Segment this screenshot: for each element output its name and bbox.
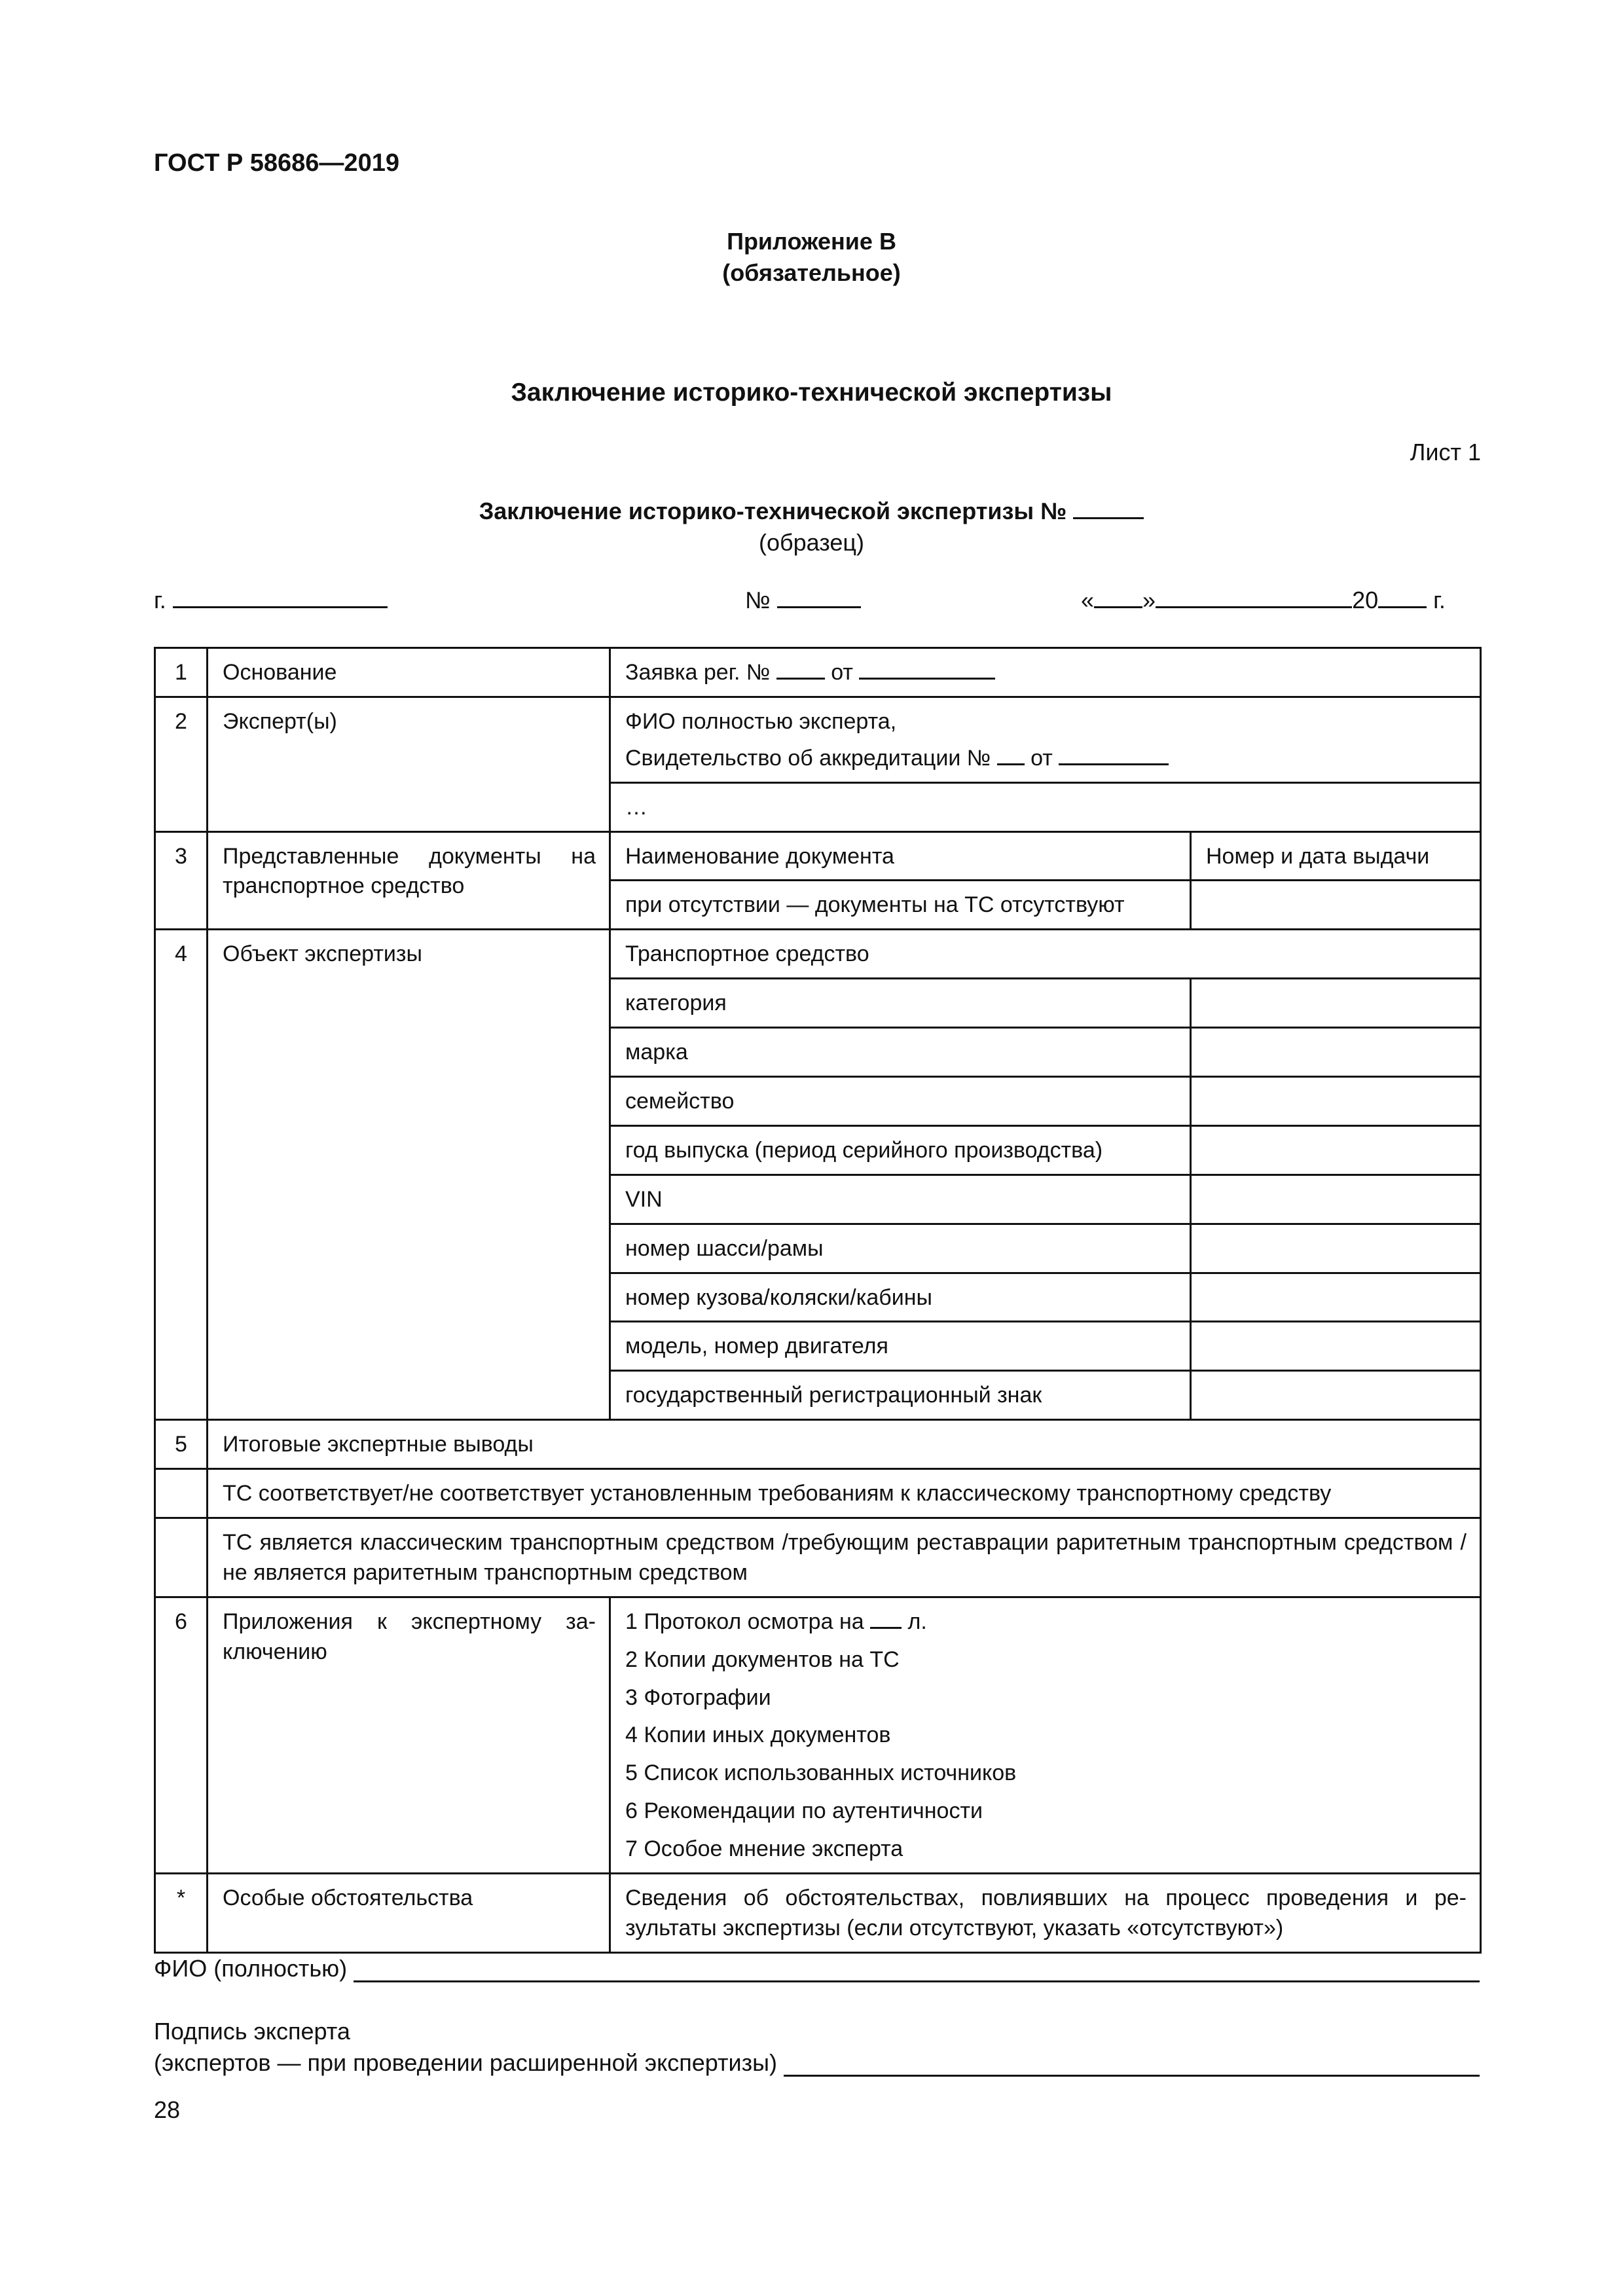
row-label: Итоговые экспертные выводы: [208, 1420, 1481, 1469]
table-row-special-circumstances: [155, 1874, 1481, 1953]
vehicle-attribute-value[interactable]: [1191, 1175, 1481, 1224]
date-open-quote: «: [1081, 587, 1095, 613]
attachment-item: 4 Копии иных документов: [625, 1722, 891, 1748]
application-prefix: Заявка рег. №: [625, 660, 771, 685]
application-from: от: [831, 660, 853, 685]
vehicle-attribute-label: категория: [610, 979, 1191, 1028]
vehicle-attribute-value[interactable]: [1191, 1273, 1481, 1322]
special-circumstances-text: Сведения об обстоятельствах, повлиявших на процесс проведения и ре-зультаты экспертизы (если отсутствуют, указать «отсутствуют»): [610, 1874, 1481, 1953]
table-row-basis: [155, 648, 1481, 697]
protocol-pages-field[interactable]: [870, 1627, 902, 1629]
number-field[interactable]: [777, 606, 861, 608]
accreditation-from: от: [1030, 745, 1053, 771]
row-number: 5: [155, 1420, 208, 1469]
place-field[interactable]: [173, 606, 388, 608]
expert-ellipsis: …: [610, 782, 1481, 831]
form-title-text: Заключение историко-технической экспертизы №: [479, 498, 1067, 524]
place-line: [154, 587, 388, 614]
date-year-prefix: 20: [1352, 587, 1379, 613]
vehicle-attribute-label: семейство: [610, 1077, 1191, 1126]
row-number: 2: [155, 697, 208, 831]
row-number: 3: [155, 831, 208, 930]
attachment-item: 5 Список использованных источников: [625, 1760, 1017, 1786]
table-row-conclusion-2: [155, 1518, 1481, 1597]
date-line: [1081, 587, 1446, 614]
vehicle-attribute-value[interactable]: [1191, 1224, 1481, 1273]
fio-line: [154, 1955, 1480, 1982]
date-year-field[interactable]: [1378, 606, 1427, 608]
attachment-item-suffix: л.: [907, 1609, 927, 1634]
conclusion-text: ТС является классическим транспортным средством /требующим реставрации раритетным транспортным средством / не является раритетным транспортным средством: [208, 1518, 1481, 1597]
attachment-item: 6 Рекомендации по аутентичности: [625, 1798, 983, 1824]
vehicle-attribute-value[interactable]: [1191, 1028, 1481, 1077]
attachment-item: 3 Фотографии: [625, 1685, 771, 1710]
table-row-documents: [155, 831, 1481, 881]
conclusion-text: ТС соответствует/не соответствует установленным требованиям к классическому транспортному средству: [208, 1469, 1481, 1518]
vehicle-attribute-label: VIN: [610, 1175, 1191, 1224]
table-row-conclusion-1: [155, 1469, 1481, 1518]
row-number: 1: [155, 648, 208, 697]
accreditation-date-field[interactable]: [1059, 763, 1169, 765]
vehicle-attribute-label: номер кузова/коляски/кабины: [610, 1273, 1191, 1322]
page-number: 28: [154, 2096, 181, 2123]
basis-value: [610, 648, 1481, 697]
annex-title: Приложение В: [727, 228, 896, 255]
vehicle-attribute-label: год выпуска (период серийного производства): [610, 1125, 1191, 1175]
table-row-attachments: [155, 1597, 1481, 1873]
empty-number-cell: [155, 1518, 208, 1597]
vehicle-header: Транспортное средство: [610, 930, 1481, 979]
row-number: *: [155, 1874, 208, 1953]
attachment-item: [625, 1607, 1467, 1637]
vehicle-attribute-value[interactable]: [1191, 979, 1481, 1028]
table-row-experts: [155, 697, 1481, 782]
signature-field[interactable]: [784, 2051, 1480, 2077]
vehicle-attribute-value[interactable]: [1191, 1371, 1481, 1420]
expert-details: [610, 697, 1481, 782]
document-title: Заключение историко-технической экспертизы: [511, 378, 1112, 407]
form-number-field[interactable]: [1073, 517, 1144, 519]
vehicle-attribute-label: марка: [610, 1028, 1191, 1077]
table-row-object: [155, 930, 1481, 979]
attachment-item: 2 Копии документов на ТС: [625, 1647, 900, 1672]
form-subtitle: (образец): [759, 529, 864, 556]
date-day-field[interactable]: [1094, 606, 1142, 608]
row-number: 4: [155, 930, 208, 1420]
row-label: Особые обстоятельства: [208, 1874, 610, 1953]
application-number-field[interactable]: [776, 678, 825, 680]
row-number: 6: [155, 1597, 208, 1873]
fio-field[interactable]: [354, 1957, 1480, 1982]
vehicle-attribute-value[interactable]: [1191, 1322, 1481, 1371]
accreditation-prefix: Свидетельство об аккредитации №: [625, 745, 991, 771]
expert-name-line: ФИО полностью эксперта,: [625, 708, 897, 734]
application-date-field[interactable]: [859, 678, 995, 680]
signature-note: (экспертов — при проведении расширенной экспертизы): [154, 2049, 777, 2076]
vehicle-attribute-label: номер шасси/рамы: [610, 1224, 1191, 1273]
row-label: Приложения к экспертному за-ключению: [208, 1597, 610, 1873]
row-label: Представленные документы на транспортное средство: [208, 831, 610, 930]
table-row-conclusions: [155, 1420, 1481, 1469]
documents-absent-note: при отсутствии — документы на ТС отсутствуют: [610, 881, 1191, 930]
document-date-cell[interactable]: [1191, 881, 1481, 930]
number-line: [745, 587, 861, 614]
attachments-list: [610, 1597, 1481, 1873]
signature-line: [154, 2049, 1480, 2077]
document-date-header: Номер и дата выдачи: [1191, 831, 1481, 881]
standard-code: ГОСТ Р 58686—2019: [154, 149, 399, 177]
document-name-header: Наименование документа: [610, 831, 1191, 881]
vehicle-attribute-label: модель, номер двигателя: [610, 1322, 1191, 1371]
date-close-quote: »: [1142, 587, 1156, 613]
date-year-suffix: г.: [1433, 587, 1446, 613]
vehicle-attribute-value[interactable]: [1191, 1125, 1481, 1175]
row-label: Эксперт(ы): [208, 697, 610, 831]
attachment-item: 7 Особое мнение эксперта: [625, 1836, 903, 1862]
row-label: Основание: [208, 648, 610, 697]
accreditation-line: [625, 744, 1467, 774]
fio-label: ФИО (полностью): [154, 1955, 348, 1982]
place-prefix: г.: [154, 587, 166, 613]
number-prefix: №: [745, 587, 771, 613]
signature-label: Подпись эксперта: [154, 2018, 350, 2045]
form-title: [0, 498, 1623, 525]
vehicle-attribute-value[interactable]: [1191, 1077, 1481, 1126]
attachment-item-text: 1 Протокол осмотра на: [625, 1609, 864, 1634]
row-label: Объект экспертизы: [208, 930, 610, 1420]
accreditation-number-field[interactable]: [997, 763, 1025, 765]
date-month-field[interactable]: [1156, 606, 1352, 608]
expertise-table: [154, 647, 1482, 1954]
sheet-label: Лист 1: [1410, 439, 1481, 465]
empty-number-cell: [155, 1469, 208, 1518]
vehicle-attribute-label: государственный регистрационный знак: [610, 1371, 1191, 1420]
annex-status: (обязательное): [722, 259, 901, 286]
